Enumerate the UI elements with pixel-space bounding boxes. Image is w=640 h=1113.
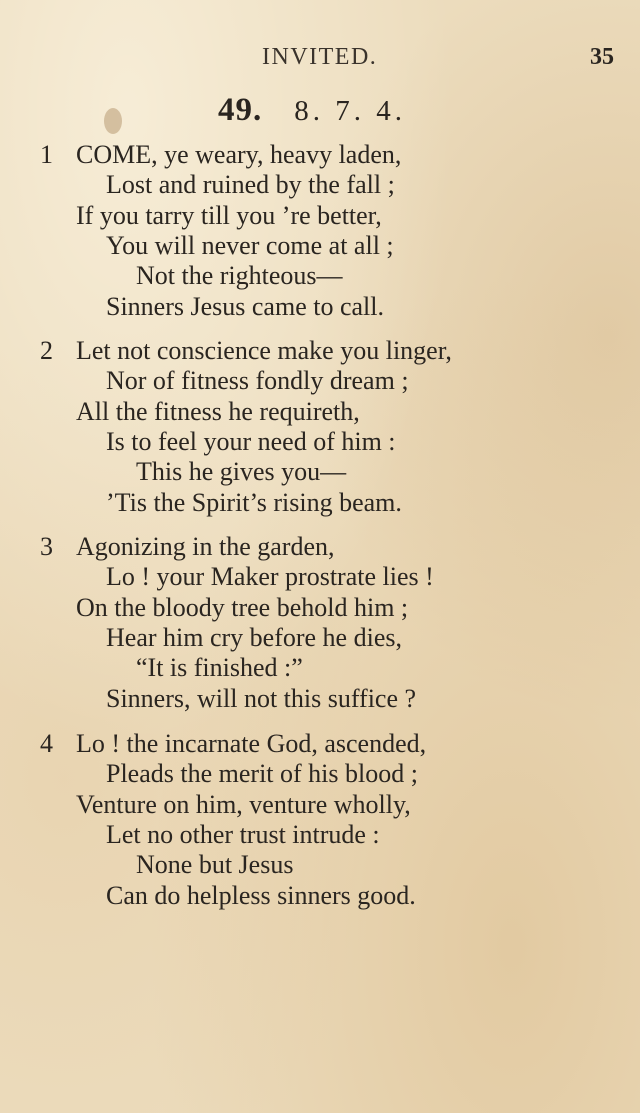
verse-line: Hear him cry before he dies, [106,623,402,652]
verse-line: “It is finished :” [136,653,303,682]
hymn-heading [218,92,406,132]
stanza-number: 4 [40,729,53,758]
verse-line: Lo ! your Maker prostrate lies ! [106,562,434,591]
verse-line: This he gives you— [136,457,347,486]
verse-line: Let no other trust intrude : [106,820,380,849]
verse-line: All the fitness he requireth, [76,397,360,426]
hymn-meter: 8. 7. 4. [294,95,406,127]
verse-line: Venture on him, venture wholly, [76,790,411,819]
verse-line: Sinners Jesus came to call. [106,292,384,321]
stanza-number: 2 [40,336,53,365]
stanza-number: 3 [40,532,53,561]
verse-line: Is to feel your need of him : [106,427,396,456]
verse-line: If you tarry till you ’re better, [76,201,382,230]
verse-line: None but Jesus [136,850,294,879]
running-title: INVITED. [262,44,378,70]
verse-line: Pleads the merit of his blood ; [106,759,418,788]
verse-line: Let not conscience make you linger, [76,336,452,365]
verse-line: Lo ! the incarnate God, ascended, [76,729,427,758]
verse-line: Lost and ruined by the fall ; [106,170,395,199]
verse-line: You will never come at all ; [106,231,394,260]
ink-blot [104,108,122,134]
verse-line: COME, ye weary, heavy laden, [76,140,402,169]
hymn-number: 49. [218,92,263,128]
verse-line: Can do helpless sinners good. [106,881,416,910]
verse-line: On the bloody tree behold him ; [76,593,409,622]
verse-line: Sinners, will not this suffice ? [106,684,417,713]
verse-line: Not the righteous— [136,261,343,290]
verse-line: ’Tis the Spirit’s rising beam. [106,488,402,517]
stanza-number: 1 [40,140,53,169]
verse-line: Nor of fitness fondly dream ; [106,366,409,395]
verse-line: Agonizing in the garden, [76,532,335,561]
running-head [0,44,640,76]
page-number: 35 [590,44,614,70]
